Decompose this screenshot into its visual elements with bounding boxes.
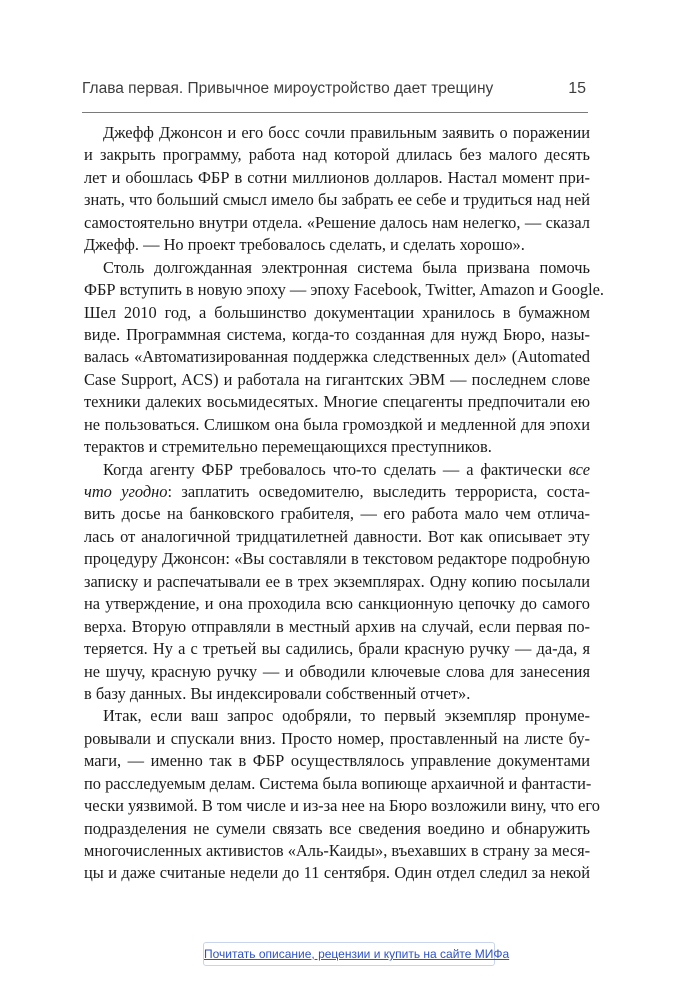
text-line bbox=[84, 234, 590, 256]
line-text: цы и даже считаные недели до 11 сентября. Один отдел следил за некой bbox=[84, 863, 590, 883]
text-line bbox=[84, 616, 590, 638]
line-text: и закрыть программу, работа над которой длилась без малого десять bbox=[84, 145, 590, 165]
line-text: по расследуемым делам. Система была вопиюще архаичной и фантасти- bbox=[84, 773, 592, 793]
line-text: верха. Вторую отправляли в местный архив на случай, если первая по- bbox=[84, 616, 590, 636]
text-line bbox=[84, 705, 590, 727]
text-line bbox=[84, 593, 590, 615]
text-line bbox=[84, 459, 590, 481]
text-line bbox=[84, 189, 590, 211]
page-number: 15 bbox=[568, 80, 586, 97]
text-line bbox=[84, 862, 590, 884]
line-text: не шучу, красную ручку — и обводили ключевые слова для занесения bbox=[84, 661, 590, 681]
text-line bbox=[84, 257, 590, 279]
line-text: : заплатить осведомителю, выследить террориста, соста- bbox=[167, 482, 591, 501]
text-line bbox=[84, 436, 590, 458]
chapter-title: Глава первая. Привычное мироустройство дает трещину bbox=[82, 80, 494, 97]
text-line bbox=[84, 167, 590, 189]
text-line bbox=[84, 526, 590, 548]
line-text: теряется. Ну а с третьей вы садились, брали красную ручку — да-да, я bbox=[84, 639, 590, 659]
italic-text: что угодно bbox=[84, 482, 168, 501]
line-text: Итак, если ваш запрос одобряли, то первый экземпляр пронуме- bbox=[103, 706, 590, 726]
line-text: ровывали и спускали вниз. Просто номер, проставленный на листе бу- bbox=[84, 728, 590, 748]
text-line bbox=[84, 840, 590, 862]
line-text: лет и обошлась ФБР в сотни миллионов долларов. Настал момент при- bbox=[84, 167, 590, 187]
text-line bbox=[84, 481, 590, 503]
line-text: Джефф Джонсон и его босс сочли правильным заявить о поражении bbox=[103, 123, 590, 142]
text-line bbox=[84, 638, 590, 660]
text-line bbox=[84, 548, 590, 570]
text-line bbox=[84, 324, 590, 346]
line-text: в базу данных. Вы индексировали собственный отчет». bbox=[84, 683, 471, 703]
text-line bbox=[84, 302, 590, 324]
text-line bbox=[84, 279, 605, 301]
text-line bbox=[84, 773, 590, 795]
line-text: техники далеких восьмидесятых. Многие спецагенты предпочитали ею bbox=[84, 392, 590, 412]
text-line bbox=[84, 728, 590, 750]
line-text: вить досье на банковского грабителя, — его работа мало чем отлича- bbox=[84, 504, 590, 524]
text-line bbox=[84, 503, 590, 525]
text-line bbox=[84, 750, 590, 772]
text-line bbox=[84, 369, 590, 391]
text-line bbox=[84, 795, 600, 817]
line-text: процедуру Джонсон: «Вы составляли в текстовом редакторе подробную bbox=[84, 549, 590, 569]
line-text: Столь долгожданная электронная система была призвана помочь bbox=[103, 257, 590, 277]
line-text: Шел 2010 год, а большинство документации хранилось в бумажном bbox=[84, 302, 590, 322]
text-line bbox=[84, 346, 590, 368]
line-text: маги, — именно так в ФБР осуществлялось управление документами bbox=[84, 751, 590, 771]
body-text bbox=[84, 122, 605, 885]
line-text: самостоятельно внутри отдела. «Решение далось нам нелегко, — сказал bbox=[84, 212, 590, 232]
line-text: лась от аналогичной тридцатилетней давности. Вот как описывает эту bbox=[84, 526, 590, 546]
line-text: Case Support, ACS) и работала на гигантских ЭВМ — последнем слове bbox=[84, 369, 590, 389]
line-text: валась «Автоматизированная поддержка следственных дел» (Automated bbox=[84, 347, 590, 367]
text-line bbox=[84, 144, 590, 166]
text-line bbox=[84, 661, 590, 683]
line-text: Когда агенту ФБР требовалось что-то сделать — а фактически bbox=[103, 459, 569, 479]
line-text: знать, что больший смысл имело бы забрать ее себе и трудиться над ней bbox=[84, 190, 590, 210]
text-line bbox=[84, 683, 590, 705]
text-line bbox=[84, 571, 590, 593]
line-text: виде. Программная система, когда-то созданная для нужд Бюро, назы- bbox=[84, 324, 590, 344]
line-text: на утверждение, и она проходила всю санкционную цепочку до самого bbox=[84, 594, 590, 614]
line-text: Джефф. — Но проект требовалось сделать, и сделать хорошо». bbox=[84, 235, 525, 255]
text-line bbox=[84, 391, 590, 413]
line-text: многочисленных активистов «Аль-Каиды», въехавших в страну за меся- bbox=[84, 841, 591, 860]
line-text: чески уязвимой. В том числе и из-за нее на Бюро возложили вину, что его bbox=[84, 796, 600, 816]
text-line bbox=[84, 122, 590, 144]
buy-link[interactable]: Почитать описание, рецензии и купить на сайте МИФа bbox=[203, 942, 495, 966]
line-text: записку и распечатывали ее в трех экземплярах. Одну копию посылали bbox=[84, 571, 590, 591]
line-text: подразделения не сумели связать все сведения воедино и обнаружить bbox=[84, 818, 590, 838]
text-line bbox=[84, 414, 590, 436]
line-text: ФБР вступить в новую эпоху — эпоху Facebook, Twitter, Amazon и Google. bbox=[84, 280, 605, 300]
italic-text: все bbox=[568, 459, 590, 479]
running-head bbox=[82, 76, 588, 113]
line-text: не пользоваться. Слишком она была громоздкой и медленной для эпохи bbox=[84, 414, 590, 434]
line-text: терактов и стремительно перемещающихся преступников. bbox=[84, 437, 492, 457]
text-line bbox=[84, 212, 590, 234]
text-line bbox=[84, 818, 590, 840]
